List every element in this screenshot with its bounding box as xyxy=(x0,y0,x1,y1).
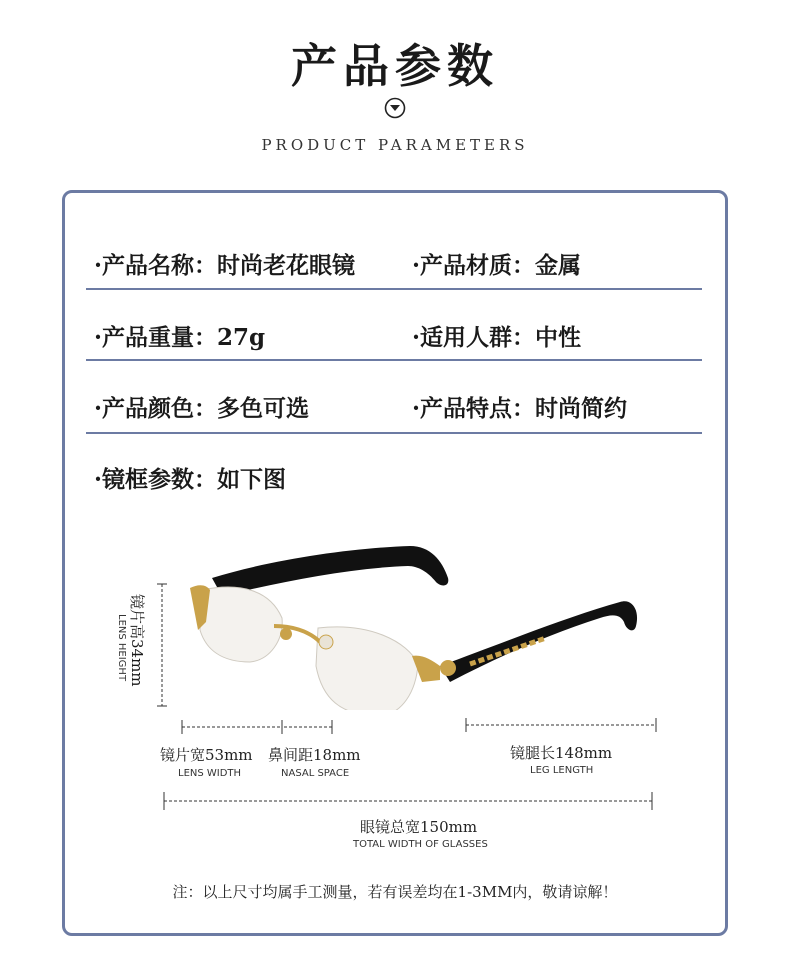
leg-length-en: LEG LENGTH xyxy=(530,765,594,776)
leg-length-line xyxy=(464,718,660,732)
lens-width-en: LENS WIDTH xyxy=(178,768,242,779)
param-material: ·产品材质：金属 xyxy=(412,252,582,279)
param-row xyxy=(86,461,702,491)
nasal-space-label: 鼻间距18mm xyxy=(268,746,361,764)
param-name: ·产品名称：时尚老花眼镜 xyxy=(94,252,356,279)
param-weight: ·产品重量：27g xyxy=(94,324,266,351)
param-row xyxy=(86,319,702,349)
param-feature: ·产品特点：时尚简约 xyxy=(412,395,628,422)
chevron-down-icon xyxy=(384,97,406,119)
param-row xyxy=(86,247,702,277)
leg-length-label: 镜腿长148mm xyxy=(510,744,613,762)
total-width-label: 眼镜总宽150mm xyxy=(360,818,478,836)
lens-width-label: 镜片宽53mm xyxy=(160,746,253,764)
lens-width-line xyxy=(180,720,336,734)
divider xyxy=(86,432,702,434)
param-color: ·产品颜色：多色可选 xyxy=(94,395,310,422)
page-subtitle: PRODUCT PARAMETERS xyxy=(261,136,529,154)
lens-height-label: 镜片高34mm xyxy=(128,594,146,687)
lens-height-en: LENS HEIGHT xyxy=(116,614,127,682)
param-audience: ·适用人群：中性 xyxy=(412,324,582,351)
measurement-note: 注：以上尺寸均属手工测量，若有误差均在1-3MM内，敬请谅解！ xyxy=(172,883,618,901)
total-width-line xyxy=(162,792,656,810)
page-title: 产品参数 xyxy=(291,39,499,93)
glasses-image xyxy=(150,530,650,710)
total-width-en: TOTAL WIDTH OF GLASSES xyxy=(353,839,488,850)
param-frame: ·镜框参数：如下图 xyxy=(94,466,287,493)
nasal-space-en: NASAL SPACE xyxy=(281,768,350,779)
param-row xyxy=(86,390,702,420)
divider xyxy=(86,359,702,361)
divider xyxy=(86,288,702,290)
lens-height-line xyxy=(156,582,168,708)
